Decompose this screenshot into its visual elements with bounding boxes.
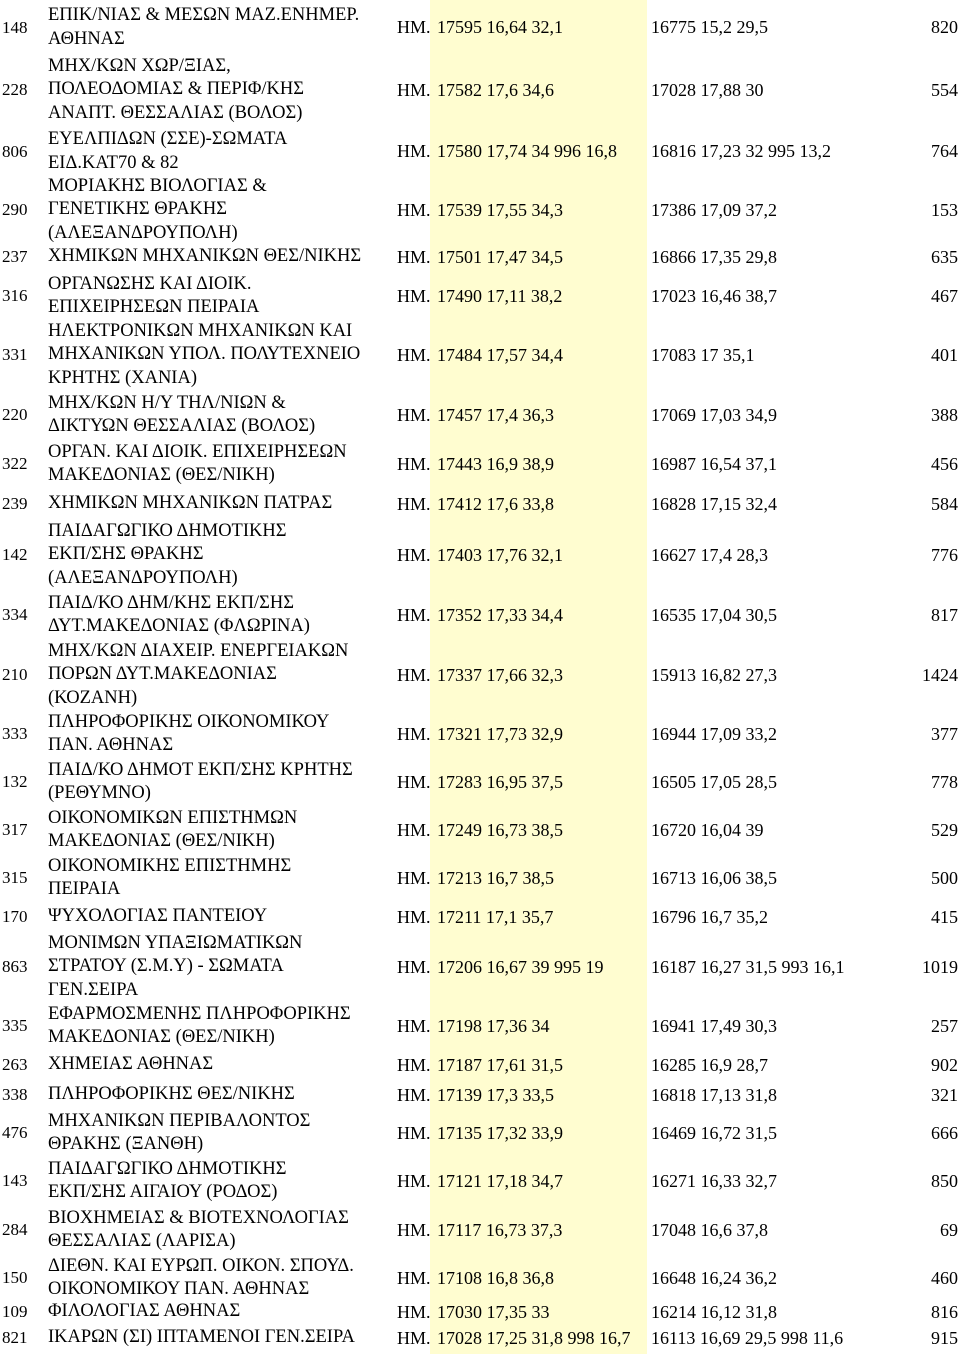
general-quota-scores: 17457 17,4 36,3 — [437, 404, 554, 425]
department-name-line: ΠΕΙΡΑΙΑ — [48, 879, 121, 899]
general-quota-scores: 17539 17,55 34,3 — [437, 199, 563, 220]
department-code: 239 — [2, 494, 28, 513]
positions-count: 377 — [931, 723, 958, 744]
special-quota-scores: 16987 16,54 37,1 — [651, 453, 777, 474]
department-code: 338 — [2, 1085, 28, 1104]
positions-count: 817 — [931, 604, 958, 625]
special-quota-scores: 16648 16,24 36,2 — [651, 1267, 777, 1288]
special-quota-scores: 16818 17,13 31,8 — [651, 1084, 777, 1105]
positions-count: 850 — [931, 1170, 958, 1191]
positions-count: 778 — [931, 771, 958, 792]
department-name-line: ΜΗΧ/ΚΩΝ ΧΩΡ/ΞΙΑΣ, — [48, 55, 231, 76]
special-quota-scores: 17083 17 35,1 — [651, 344, 755, 365]
department-name-line: ΕΙΔ.ΚΑΤ70 & 82 — [48, 152, 179, 173]
department-name-line: ΔΙΕΘΝ. ΚΑΙ ΕΥΡΩΠ. ΟΙΚΟΝ. ΣΠΟΥΔ. — [48, 1255, 354, 1276]
special-quota-scores: 16796 16,7 35,2 — [651, 906, 768, 927]
positions-count: 529 — [931, 819, 958, 840]
department-name-line: ΕΚΠ/ΣΗΣ ΑΙΓΑΙΟΥ (ΡΟΔΟΣ) — [48, 1182, 278, 1202]
general-quota-scores: 17582 17,6 34,6 — [437, 79, 554, 100]
department-name-line: ΜΗΧΑΝΙΚΩΝ ΠΕΡΙΒΑΛΟΝΤΟΣ — [48, 1110, 311, 1131]
special-quota-scores: 16828 17,15 32,4 — [651, 493, 777, 514]
table-row — [0, 806, 960, 854]
positions-count: 467 — [931, 285, 958, 306]
general-quota-scores: 17249 16,73 38,5 — [437, 819, 563, 840]
schedule-type: ΗΜ. — [397, 1267, 431, 1288]
department-name-line: ΒΙΟΧΗΜΕΙΑΣ & ΒΙΟΤΕΧΝΟΛΟΓΙΑΣ — [48, 1207, 349, 1228]
department-code: 132 — [2, 772, 28, 791]
department-name-line: ΧΗΜΕΙΑΣ ΑΘΗΝΑΣ — [48, 1054, 214, 1075]
positions-count: 460 — [931, 1267, 958, 1288]
department-code: 142 — [2, 545, 28, 564]
department-name-line: ΜΑΚΕΔΟΝΙΑΣ (ΘΕΣ/ΝΙΚΗ) — [48, 831, 275, 851]
schedule-type: ΗΜ. — [397, 906, 431, 927]
department-code: 863 — [2, 957, 28, 976]
table-row — [0, 1206, 960, 1254]
special-quota-scores: 15913 16,82 27,3 — [651, 664, 777, 685]
department-name-line: ΕΚΠ/ΣΗΣ ΘΡΑΚΗΣ — [48, 544, 204, 565]
general-quota-scores: 17580 17,74 34 996 16,8 — [437, 141, 617, 161]
schedule-type: ΗΜ. — [397, 664, 431, 685]
department-name-line: ΑΝΑΠΤ. ΘΕΣΣΑΛΙΑΣ (ΒΟΛΟΣ) — [48, 102, 303, 123]
positions-count: 902 — [931, 1054, 958, 1075]
general-quota-scores: 17443 16,9 38,9 — [437, 453, 554, 474]
department-name — [48, 806, 398, 854]
department-name-line: ΧΗΜΙΚΩΝ ΜΗΧΑΝΙΚΩΝ ΠΑΤΡΑΣ — [48, 493, 333, 514]
department-name — [48, 1002, 398, 1050]
department-name-line: ΘΡΑΚΗΣ (ΞΑΝΘΗ) — [48, 1134, 204, 1154]
department-name-line: ΟΡΓΑΝ. ΚΑΙ ΔΙΟΙΚ. ΕΠΙΧΕΙΡΗΣΕΩΝ — [48, 441, 347, 462]
positions-count: 257 — [931, 1015, 958, 1036]
table-row — [0, 1110, 960, 1156]
schedule-type: ΗΜ. — [397, 246, 431, 267]
table-row — [0, 1156, 960, 1206]
general-quota-scores: 17412 17,6 33,8 — [437, 493, 554, 514]
department-name-line: ΓΕΝ.ΣΕΙΡΑ — [48, 979, 139, 1000]
table-row — [0, 440, 960, 488]
special-quota-scores: 16285 16,9 28,7 — [651, 1054, 768, 1075]
general-quota-scores: 17206 16,67 39 995 19 — [437, 956, 604, 977]
schedule-type: ΗΜ. — [397, 604, 431, 625]
positions-count: 816 — [931, 1301, 958, 1322]
schedule-type: ΗΜ. — [397, 453, 431, 474]
general-quota-scores: 17135 17,32 33,9 — [437, 1122, 563, 1143]
department-code: 806 — [2, 141, 28, 161]
special-quota-scores: 16187 16,27 31,5 993 16,1 — [651, 956, 845, 977]
special-quota-scores: 17048 16,6 37,8 — [651, 1219, 768, 1240]
general-quota-scores: 17187 17,61 31,5 — [437, 1054, 563, 1075]
special-quota-scores: 16113 16,69 29,5 998 11,6 — [651, 1327, 844, 1348]
department-name-line: ΟΙΚΟΝΟΜΙΚΩΝ ΕΠΙΣΤΗΜΩΝ — [48, 807, 298, 828]
positions-count: 388 — [931, 404, 958, 425]
department-code: 322 — [2, 454, 28, 473]
special-quota-scores: 16944 17,09 33,2 — [651, 723, 777, 744]
positions-count: 500 — [931, 867, 958, 888]
table-row — [0, 390, 960, 440]
department-code: 210 — [2, 665, 28, 684]
department-code: 170 — [2, 907, 28, 926]
department-name — [48, 932, 398, 1002]
schedule-type: ΗΜ. — [397, 723, 431, 744]
positions-count: 584 — [931, 493, 958, 514]
table-row — [0, 758, 960, 806]
positions-count: 401 — [931, 344, 958, 365]
department-name — [48, 520, 398, 590]
department-code: 316 — [2, 286, 28, 305]
department-name — [48, 272, 398, 320]
department-name-line: ΕΠΙΧΕΙΡΗΣΕΩΝ ΠΕΙΡΑΙΑ — [48, 297, 260, 317]
department-name-line: ΨΥΧΟΛΟΓΙΑΣ ΠΑΝΤΕΙΟΥ — [48, 906, 268, 927]
table-row — [0, 320, 960, 390]
department-code: 317 — [2, 820, 28, 839]
special-quota-scores: 16720 16,04 39 — [651, 819, 764, 840]
table-row — [0, 590, 960, 640]
table-row — [0, 175, 960, 243]
positions-count: 321 — [931, 1084, 958, 1105]
general-quota-scores: 17321 17,73 32,9 — [437, 723, 563, 744]
table-row — [0, 854, 960, 902]
schedule-type: ΗΜ. — [397, 79, 431, 100]
department-name-line: ΓΕΝΕΤΙΚΗΣ ΘΡΑΚΗΣ — [48, 199, 228, 220]
department-name-line: ΠΛΗΡΟΦΟΡΙΚΗΣ ΘΕΣ/ΝΙΚΗΣ — [48, 1084, 295, 1105]
positions-count: 635 — [931, 246, 958, 267]
general-quota-scores: 17283 16,95 37,5 — [437, 771, 563, 792]
department-name-line: ΜΟΡΙΑΚΗΣ ΒΙΟΛΟΓΙΑΣ & — [48, 175, 267, 196]
schedule-type: ΗΜ. — [397, 1084, 431, 1105]
department-code: 143 — [2, 1171, 28, 1190]
schedule-type: ΗΜ. — [397, 199, 431, 220]
department-name — [48, 758, 398, 806]
schedule-type: ΗΜ. — [397, 1219, 431, 1240]
schedule-type: ΗΜ. — [397, 344, 431, 365]
general-quota-scores: 17028 17,25 31,8 998 16,7 — [437, 1327, 631, 1348]
table-row — [0, 1002, 960, 1050]
table-row — [0, 640, 960, 710]
special-quota-scores: 16627 17,4 28,3 — [651, 544, 768, 565]
schedule-type: ΗΜ. — [397, 404, 431, 425]
department-code: 228 — [2, 80, 28, 99]
table-row — [0, 1322, 960, 1354]
general-quota-scores: 17352 17,33 34,4 — [437, 604, 563, 625]
department-code: 220 — [2, 405, 28, 424]
department-code: 476 — [2, 1123, 28, 1142]
special-quota-scores: 16713 16,06 38,5 — [651, 867, 777, 888]
department-name-line: (ΑΛΕΞΑΝΔΡΟΥΠΟΛΗ) — [48, 222, 238, 243]
department-name-line: ΠΟΛΕΟΔΟΜΙΑΣ & ΠΕΡΙΦ/ΚΗΣ — [48, 79, 305, 100]
department-name — [48, 175, 398, 243]
department-name — [48, 1322, 398, 1354]
general-quota-scores: 17490 17,11 38,2 — [437, 285, 563, 306]
general-quota-scores: 17030 17,35 33 — [437, 1301, 550, 1322]
table-row — [0, 1050, 960, 1080]
schedule-type: ΗΜ. — [397, 493, 431, 514]
department-name-line: ΚΡΗΤΗΣ (ΧΑΝΙΑ) — [48, 367, 197, 388]
table-row — [0, 488, 960, 520]
positions-count: 764 — [931, 141, 958, 161]
positions-count: 666 — [931, 1122, 958, 1143]
positions-count: 915 — [931, 1327, 958, 1348]
general-quota-scores: 17484 17,57 34,4 — [437, 344, 563, 365]
table-row — [0, 902, 960, 932]
schedule-type: ΗΜ. — [397, 285, 431, 306]
special-quota-scores: 16469 16,72 31,5 — [651, 1122, 777, 1143]
department-code: 335 — [2, 1016, 28, 1035]
department-code: 331 — [2, 345, 28, 364]
department-name-line: ΟΙΚΟΝΟΜΙΚΟΥ ΠΑΝ. ΑΘΗΝΑΣ — [48, 1279, 310, 1299]
general-quota-scores: 17117 16,73 37,3 — [437, 1219, 563, 1240]
department-name-line: ΜΗΧ/ΚΩΝ Η/Υ ΤΗΛ/ΝΙΩΝ & — [48, 392, 286, 413]
general-quota-scores: 17108 16,8 36,8 — [437, 1267, 554, 1288]
department-code: 263 — [2, 1055, 28, 1074]
schedule-type: ΗΜ. — [397, 17, 431, 37]
department-name-line: ΦΙΛΟΛΟΓΙΑΣ ΑΘΗΝΑΣ — [48, 1301, 241, 1322]
department-name-line: ΙΚΑΡΩΝ (ΣΙ) ΙΠΤΑΜΕΝΟΙ ΓΕΝ.ΣΕΙΡΑ — [48, 1327, 355, 1348]
department-name — [48, 440, 398, 488]
schedule-type: ΗΜ. — [397, 141, 431, 161]
department-name-line: ΣΤΡΑΤΟΥ (Σ.Μ.Υ) - ΣΩΜΑΤΑ — [48, 956, 284, 977]
schedule-type: ΗΜ. — [397, 771, 431, 792]
table-row — [0, 520, 960, 590]
general-quota-scores: 17337 17,66 32,3 — [437, 664, 563, 685]
department-name — [48, 242, 398, 272]
special-quota-scores: 16816 17,23 32 995 13,2 — [651, 141, 831, 161]
department-name-line: ΔΙΚΤΥΩΝ ΘΕΣΣΑΛΙΑΣ (ΒΟΛΟΣ) — [48, 416, 316, 436]
general-quota-scores: 17198 17,36 34 — [437, 1015, 550, 1036]
schedule-type: ΗΜ. — [397, 956, 431, 977]
department-name — [48, 1050, 398, 1080]
table-row — [0, 125, 960, 178]
department-name-line: (ΡΕΘΥΜΝΟ) — [48, 783, 151, 803]
department-name-line: ΜΗΧ/ΚΩΝ ΔΙΑΧΕΙΡ. ΕΝΕΡΓΕΙΑΚΩΝ — [48, 640, 349, 661]
special-quota-scores: 17069 17,03 34,9 — [651, 404, 777, 425]
department-name-line: ΘΕΣΣΑΛΙΑΣ (ΛΑΡΙΣΑ) — [48, 1231, 236, 1251]
department-name — [48, 902, 398, 932]
department-name — [48, 1254, 398, 1302]
department-name — [48, 1156, 398, 1206]
special-quota-scores: 16941 17,49 30,3 — [651, 1015, 777, 1036]
department-code: 150 — [2, 1268, 28, 1287]
department-name-line: ΕΥΕΛΠΙΔΩΝ (ΣΣΕ)-ΣΩΜΑΤΑ — [48, 129, 288, 149]
department-name — [48, 320, 398, 390]
department-name-line: (ΑΛΕΞΑΝΔΡΟΥΠΟΛΗ) — [48, 567, 238, 588]
department-name-line: ΠΛΗΡΟΦΟΡΙΚΗΣ ΟΙΚΟΝΟΜΙΚΟΥ — [48, 711, 330, 732]
department-name-line: ΜΗΧΑΝΙΚΩΝ ΥΠΟΛ. ΠΟΛΥΤΕΧΝΕΙΟ — [48, 344, 361, 365]
general-quota-scores: 17213 16,7 38,5 — [437, 867, 554, 888]
department-name-line: ΑΘΗΝΑΣ — [48, 28, 125, 49]
schedule-type: ΗΜ. — [397, 1327, 431, 1348]
department-code: 109 — [2, 1302, 28, 1321]
department-name — [48, 1080, 398, 1110]
schedule-type: ΗΜ. — [397, 819, 431, 840]
department-name — [48, 1302, 398, 1322]
department-name-line: ΕΦΑΡΜΟΣΜΕΝΗΣ ΠΛΗΡΟΦΟΡΙΚΗΣ — [48, 1003, 351, 1024]
table-row — [0, 1302, 960, 1322]
department-name-line: ΟΡΓΑΝΩΣΗΣ ΚΑΙ ΔΙΟΙΚ. — [48, 273, 252, 294]
general-quota-scores: 17139 17,3 33,5 — [437, 1084, 554, 1105]
department-name-line: ΠΑΙΔ/ΚΟ ΔΗΜ/ΚΗΣ ΕΚΠ/ΣΗΣ — [48, 592, 294, 613]
general-quota-scores: 17121 17,18 34,7 — [437, 1170, 563, 1191]
department-name-line: ΧΗΜΙΚΩΝ ΜΗΧΑΝΙΚΩΝ ΘΕΣ/ΝΙΚΗΣ — [48, 246, 362, 267]
positions-count: 1424 — [922, 664, 958, 685]
department-name — [48, 1110, 398, 1156]
general-quota-scores: 17501 17,47 34,5 — [437, 246, 563, 267]
department-name-line: ΠΑΙΔΑΓΩΓΙΚΟ ΔΗΜΟΤΙΚΗΣ — [48, 520, 287, 541]
department-name — [48, 488, 398, 520]
positions-count: 1019 — [922, 956, 958, 977]
special-quota-scores: 17023 16,46 38,7 — [651, 285, 777, 306]
department-name-line: ΔΥΤ.ΜΑΚΕΔΟΝΙΑΣ (ΦΛΩΡΙΝΑ) — [48, 616, 310, 636]
department-code: 333 — [2, 724, 28, 743]
department-name — [48, 1206, 398, 1254]
positions-count: 554 — [931, 79, 958, 100]
department-name-line: ΗΛΕΚΤΡΟΝΙΚΩΝ ΜΗΧΑΝΙΚΩΝ ΚΑΙ — [48, 320, 353, 341]
department-code: 290 — [2, 200, 28, 219]
department-name — [48, 0, 398, 55]
department-name — [48, 390, 398, 440]
department-name — [48, 55, 398, 125]
general-quota-scores: 17595 16,64 32,1 — [437, 17, 563, 37]
special-quota-scores: 16775 15,2 29,5 — [651, 17, 768, 37]
special-quota-scores: 16214 16,12 31,8 — [651, 1301, 777, 1322]
department-code: 821 — [2, 1328, 28, 1347]
department-name — [48, 854, 398, 902]
schedule-type: ΗΜ. — [397, 1054, 431, 1075]
schedule-type: ΗΜ. — [397, 867, 431, 888]
department-name-line: (ΚΟΖΑΝΗ) — [48, 687, 138, 708]
special-quota-scores: 17386 17,09 37,2 — [651, 199, 777, 220]
department-name-line: ΠΑΙΔΑΓΩΓΙΚΟ ΔΗΜΟΤΙΚΗΣ — [48, 1158, 287, 1179]
positions-count: 776 — [931, 544, 958, 565]
department-code: 284 — [2, 1220, 28, 1239]
department-name-line: ΠΟΡΩΝ ΔΥΤ.ΜΑΚΕΔΟΝΙΑΣ — [48, 664, 277, 685]
table-row — [0, 1080, 960, 1110]
special-quota-scores: 16866 17,35 29,8 — [651, 246, 777, 267]
table-row — [0, 1254, 960, 1302]
positions-count: 415 — [931, 906, 958, 927]
positions-count: 820 — [931, 17, 958, 37]
department-name — [48, 590, 398, 640]
department-code: 334 — [2, 605, 28, 624]
positions-count: 153 — [931, 199, 958, 220]
department-name — [48, 640, 398, 710]
department-name-line: ΜΑΚΕΔΟΝΙΑΣ (ΘΕΣ/ΝΙΚΗ) — [48, 465, 275, 485]
department-code: 237 — [2, 247, 28, 266]
general-quota-scores: 17403 17,76 32,1 — [437, 544, 563, 565]
department-name-line: ΠΑΝ. ΑΘΗΝΑΣ — [48, 735, 174, 755]
department-name-line: ΜΑΚΕΔΟΝΙΑΣ (ΘΕΣ/ΝΙΚΗ) — [48, 1027, 275, 1047]
department-name-line: ΠΑΙΔ/ΚΟ ΔΗΜΟΤ ΕΚΠ/ΣΗΣ ΚΡΗΤΗΣ — [48, 759, 353, 780]
special-quota-scores: 16271 16,33 32,7 — [651, 1170, 777, 1191]
table-row — [0, 55, 960, 125]
department-code: 315 — [2, 868, 28, 887]
department-name — [48, 710, 398, 758]
department-name-line: ΕΠΙΚ/ΝΙΑΣ & ΜΕΣΩΝ ΜΑΖ.ΕΝΗΜΕΡ. — [48, 5, 360, 25]
table-row — [0, 272, 960, 320]
schedule-type: ΗΜ. — [397, 1122, 431, 1143]
department-name — [48, 125, 398, 178]
special-quota-scores: 16505 17,05 28,5 — [651, 771, 777, 792]
general-quota-scores: 17211 17,1 35,7 — [437, 906, 554, 927]
schedule-type: ΗΜ. — [397, 1015, 431, 1036]
schedule-type: ΗΜ. — [397, 1301, 431, 1322]
department-code: 148 — [2, 17, 28, 37]
table-row — [0, 710, 960, 758]
positions-count: 69 — [940, 1219, 958, 1240]
schedule-type: ΗΜ. — [397, 544, 431, 565]
special-quota-scores: 17028 17,88 30 — [651, 79, 764, 100]
department-name-line: ΜΟΝΙΜΩΝ ΥΠΑΞΙΩΜΑΤΙΚΩΝ — [48, 932, 303, 953]
special-quota-scores: 16535 17,04 30,5 — [651, 604, 777, 625]
schedule-type: ΗΜ. — [397, 1170, 431, 1191]
positions-count: 456 — [931, 453, 958, 474]
table-row — [0, 932, 960, 1002]
table-row — [0, 0, 960, 55]
table-row — [0, 242, 960, 272]
department-name-line: ΟΙΚΟΝΟΜΙΚΗΣ ΕΠΙΣΤΗΜΗΣ — [48, 855, 292, 876]
